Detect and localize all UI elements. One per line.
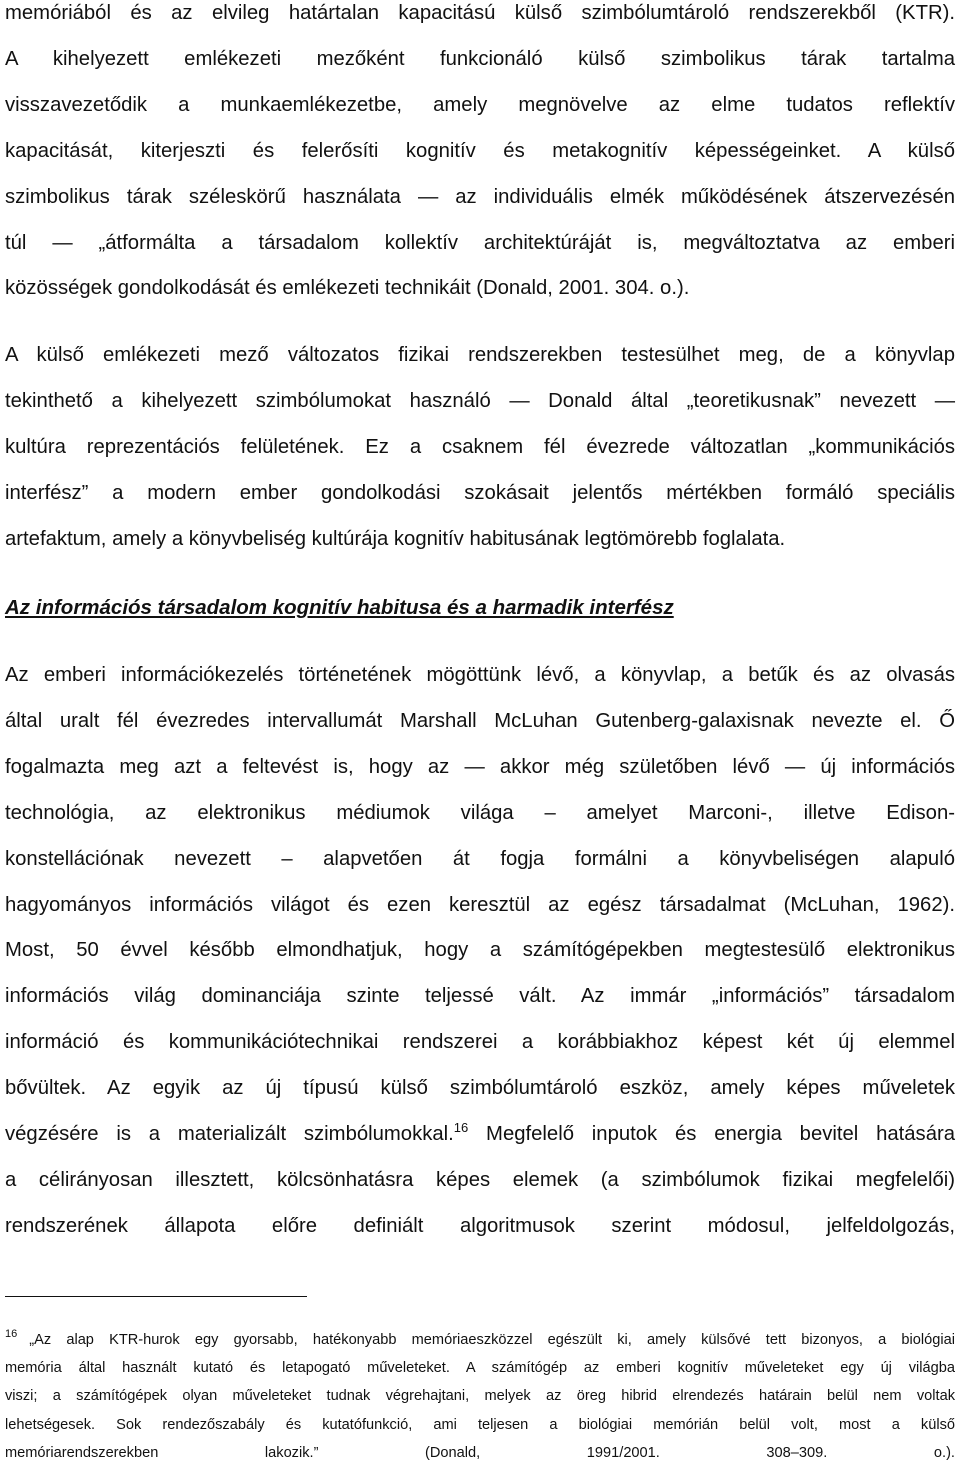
text-line: technológia, az elektronikus médiumok világa – amelyet Marconi-, illetve Edison- [5,801,955,824]
footnote-reference[interactable]: 16 [453,1120,469,1136]
text-line: hagyományos információs világot és ezen keresztül az egész társadalmat (McLuhan, 1962). [5,893,955,916]
text-line: visszavezetődik a munkaemlékezetbe, amely megnövelve az elme tudatos reflektív [5,93,955,116]
text-line: szimbolikus tárak széleskörű használata — az individuális elmék működésének átszervezésén [5,185,955,208]
text-line: A külső emlékezeti mező változatos fizikai rendszerekben testesülhet meg, de a könyvlap [5,344,955,366]
text-line: fogalmazta meg azt a feltevést is, hogy az — akkor még születőben lévő — új információs [5,755,955,778]
footnote-line: viszi; a számítógépek olyan műveleteket tudnak végrehajtani, melyek az öreg hibrid elrendezés határain belül nem voltak [5,1388,955,1405]
text-line: artefaktum, amely a könyvbeliség kultúrája kognitív habitusának legtömörebb foglalata. [5,527,786,550]
paragraph-2 [5,333,955,563]
footnote-line: lehetségesek. Sok rendezőszabály és kutatófunkció, ami teljesen a biológiai memórián belül volt, most a külső [5,1416,955,1433]
text-line-with-footnote-ref [5,1112,955,1158]
text-line: információs világ dominanciája szinte teljessé vált. Az immár „információs” társadalom [5,985,955,1008]
text-line: Az emberi információkezelés történetének mögöttünk lévő, a könyvlap, a betűk és az olvasás [5,664,955,686]
footnote-separator [5,1296,307,1297]
text-line: bővültek. Az egyik az új típusú külső szimbólumtároló eszköz, amely képes műveletek [5,1077,955,1100]
paragraph-3 [5,653,955,1250]
footnote-line [5,1326,955,1354]
text-line: memóriából és az elvileg határtalan kapacitású külső szimbólumtároló rendszerekből (KTR). [5,2,955,24]
text-line: kultúra reprezentációs felületének. Ez a csaknem fél évezrede változatlan „kommunikációs [5,435,955,458]
text-line: konstellációnak nevezett – alapvetően át fogja formálni a könyvbeliségen alapuló [5,847,955,870]
text-segment: Megfelelő inputok és energia bevitel hatására [468,1123,956,1146]
text-segment: „Az alap KTR-hurok egy gyorsabb, hatékonyabb memóriaeszközzel egészült ki, amely külsővé tett bizonyos, a biológiai [29,1332,955,1348]
text-line: A kihelyezett emlékezeti mezőként funkcionáló külső szimbolikus tárak tartalma [5,47,955,70]
section-heading: Az információs társadalom kognitív habitusa és a harmadik interfész [5,596,674,619]
footnote [5,1326,955,1467]
text-line: túl — „átformálta a társadalom kollektív architektúráját is, megváltoztatva az emberi [5,231,955,254]
text-line: tekinthető a kihelyezett szimbólumokat használó — Donald által „teoretikusnak” nevezett — [5,389,955,412]
text-line: közösségek gondolkodását és emlékezeti technikáit (Donald, 2001. 304. o.). [5,277,690,300]
text-line: információ és kommunikációtechnikai rendszerei a korábbiakhoz képest két új elemmel [5,1031,955,1054]
text-line: kapacitását, kiterjeszti és felerősíti kognitív és metakognitív képességeinket. A külső [5,139,955,162]
text-line: Most, 50 évvel később elmondhatjuk, hogy a számítógépekben megtestesülő elektronikus [5,939,955,962]
text-line: rendszerének állapota előre definiált algoritmusok szerint módosul, jelfeldolgozás, [5,1214,955,1237]
footnote-number: 16 [5,1328,18,1340]
paragraph-1 [5,0,955,312]
text-segment: végzésére is a materializált szimbólumokkal. [5,1123,454,1146]
footnote-line: memória által használt kutató és letapogató műveleteket. A számítógép az emberi kognitív műveleteket egy új világba [5,1360,955,1377]
footnote-line: memóriarendszerekben lakozik.” (Donald, 1991/2001. 308–309. o.). [5,1444,955,1461]
text-line: a célirányosan illesztett, kölcsönhatásra képes elemek (a szimbólumok fizikai megfelelői) [5,1168,955,1191]
text-line: által uralt fél évezredes intervallumát Marshall McLuhan Gutenberg-galaxisnak nevezte el. Ő [5,709,955,732]
text-line: interfész” a modern ember gondolkodási szokásait jelentős mértékben formáló speciális [5,481,955,504]
